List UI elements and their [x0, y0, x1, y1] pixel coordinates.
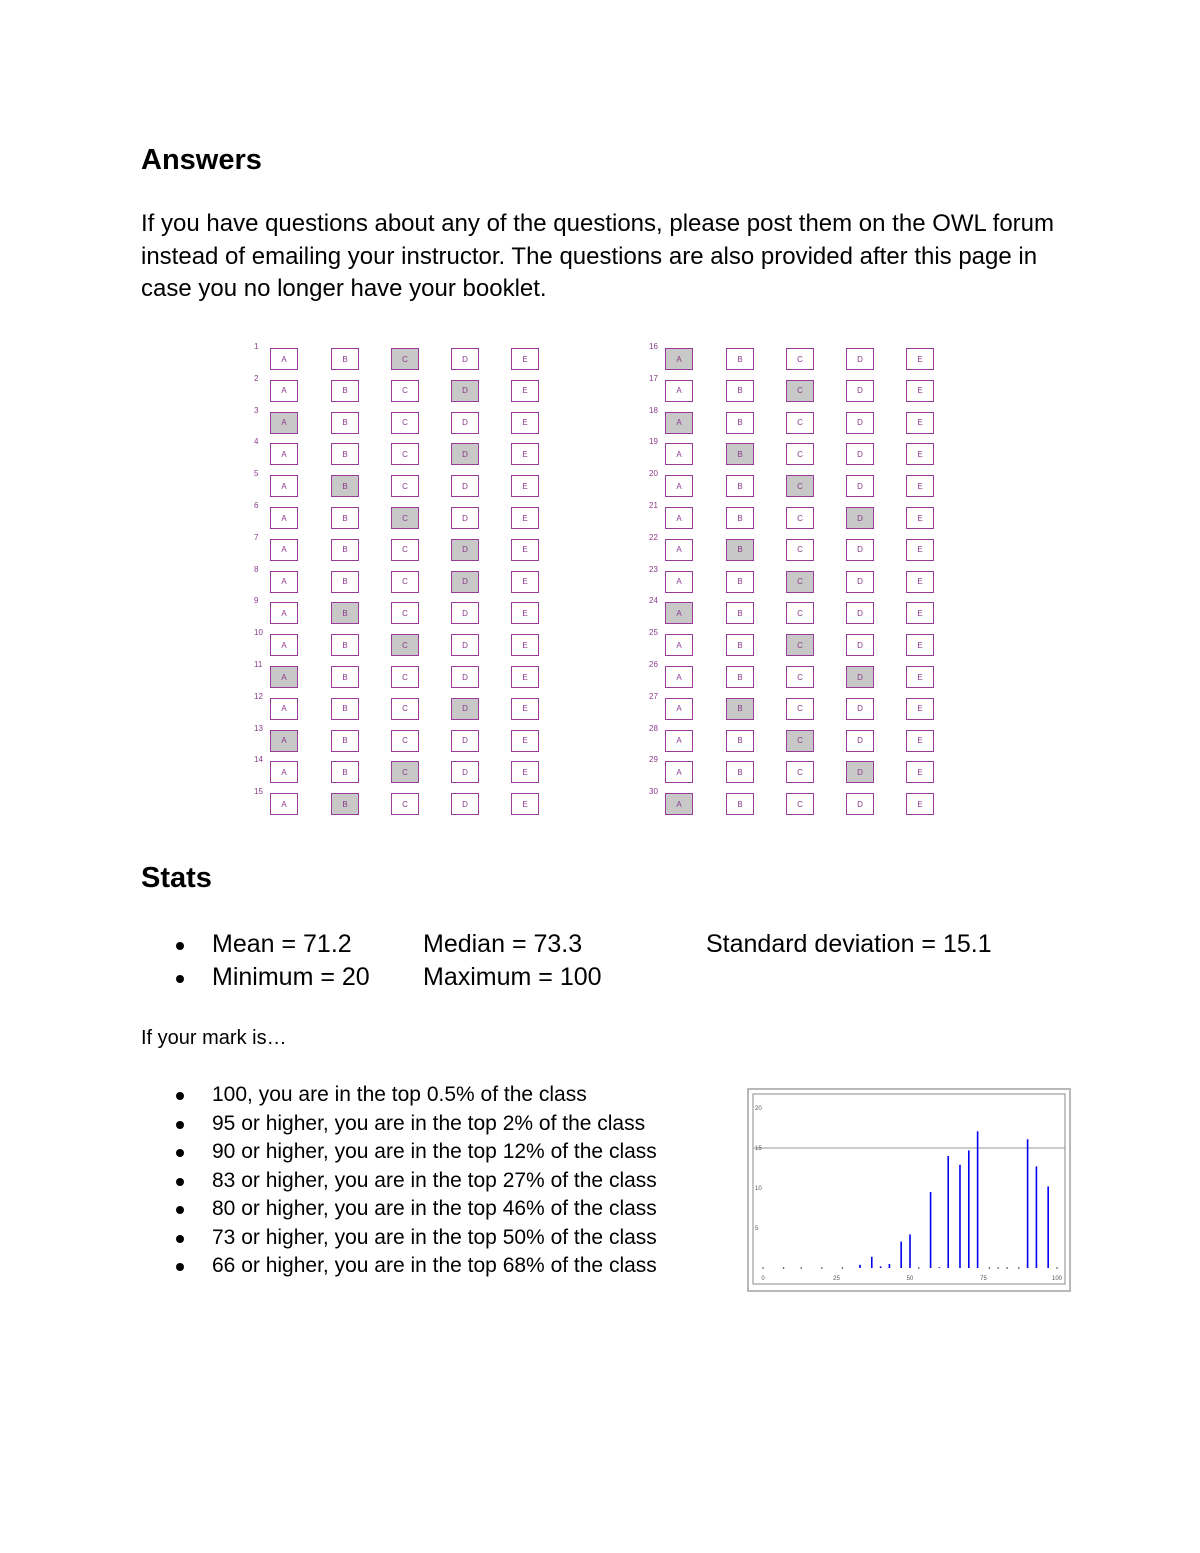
histogram-bar-empty [800, 1267, 802, 1269]
bullet-icon [176, 1235, 184, 1243]
percentile-list [176, 1081, 657, 1281]
answer-bubble-e: E [906, 380, 934, 402]
answer-bubble-a: A [270, 380, 298, 402]
answer-bubble-c-selected: C [786, 571, 814, 593]
answer-bubble-b: B [726, 634, 754, 656]
question-number: 20 [649, 469, 658, 479]
percentile-item [176, 1138, 657, 1167]
answer-bubble-e: E [511, 634, 539, 656]
answer-bubble-a: A [270, 507, 298, 529]
question-number: 1 [254, 342, 259, 351]
answer-bubble-d-selected: D [451, 571, 479, 593]
answer-bubble-b: B [331, 666, 359, 688]
question-number: 23 [649, 564, 658, 574]
question-number: 26 [649, 660, 658, 669]
answer-bubble-c: C [391, 380, 419, 402]
answer-bubble-c-selected: C [786, 380, 814, 402]
x-tick-label: 100 [1051, 1276, 1063, 1282]
answer-bubble-c: C [391, 666, 419, 688]
histogram-bar-empty [821, 1267, 823, 1269]
answer-bubble-a-selected: A [270, 412, 298, 434]
answer-bubble-e: E [906, 602, 934, 624]
answer-bubble-d: D [846, 380, 874, 402]
answer-bubble-d: D [451, 475, 479, 497]
question-number: 21 [649, 501, 658, 510]
answer-bubble-b-selected: B [331, 602, 359, 624]
answer-bubble-d-selected: D [451, 539, 479, 561]
answer-bubble-b-selected: B [331, 793, 359, 815]
answer-bubble-e: E [906, 761, 934, 783]
question-number: 30 [649, 787, 658, 797]
answer-bubble-b: B [726, 571, 754, 593]
percentile-text: 73 or higher, you are in the top 50% of the class [212, 1225, 657, 1249]
answer-bubble-b: B [331, 761, 359, 783]
answer-bubble-b: B [331, 443, 359, 465]
answer-bubble-a-selected: A [665, 793, 693, 815]
question-number: 11 [254, 660, 263, 669]
answer-bubble-c: C [786, 761, 814, 783]
answer-bubble-d: D [846, 348, 874, 370]
answer-bubble-a: A [270, 698, 298, 720]
answer-bubble-a: A [270, 348, 298, 370]
answer-bubble-b: B [331, 412, 359, 434]
answer-bubble-e: E [906, 539, 934, 561]
answer-bubble-e: E [906, 412, 934, 434]
answer-bubble-e: E [906, 634, 934, 656]
x-tick-label: 25 [833, 1276, 840, 1282]
answer-bubble-c: C [786, 698, 814, 720]
answer-bubble-d: D [846, 793, 874, 815]
histogram-bar-empty [989, 1267, 991, 1269]
y-tick-label: 10 [755, 1186, 762, 1192]
answer-bubble-d-selected: D [451, 698, 479, 720]
answer-bubble-b: B [331, 539, 359, 561]
answer-bubble-e: E [906, 666, 934, 688]
answer-bubble-e: E [906, 698, 934, 720]
answer-bubble-d: D [451, 602, 479, 624]
answer-bubble-b-selected: B [331, 475, 359, 497]
answer-bubble-c-selected: C [786, 475, 814, 497]
histogram-bar-empty [1056, 1267, 1058, 1269]
bullet-icon [176, 1206, 184, 1214]
answer-bubble-a: A [665, 698, 693, 720]
answer-bubble-b: B [726, 793, 754, 815]
answer-bubble-e: E [511, 761, 539, 783]
answer-bubble-b: B [726, 507, 754, 529]
answer-bubble-c: C [391, 730, 419, 752]
stat-minimum: Minimum = 20 [212, 963, 370, 991]
stat-maximum: Maximum = 100 [423, 963, 602, 991]
answer-bubble-c-selected: C [786, 634, 814, 656]
answer-bubble-d-selected: D [846, 666, 874, 688]
answer-bubble-d: D [846, 698, 874, 720]
answer-bubble-d: D [451, 412, 479, 434]
answer-bubble-d: D [451, 666, 479, 688]
stats-heading: Stats [141, 862, 212, 894]
percentile-item [176, 1081, 657, 1110]
answer-bubble-a-selected: A [665, 412, 693, 434]
percentile-item [176, 1224, 657, 1253]
answer-bubble-a: A [270, 602, 298, 624]
question-number: 14 [254, 755, 263, 765]
answer-bubble-c: C [786, 348, 814, 370]
bullet-icon [176, 1121, 184, 1129]
answer-bubble-c: C [786, 666, 814, 688]
answer-bubble-d: D [451, 634, 479, 656]
answer-bubble-c-selected: C [391, 634, 419, 656]
answer-bubble-e: E [906, 793, 934, 815]
answer-bubble-a: A [665, 571, 693, 593]
x-tick-label: 0 [761, 1276, 765, 1282]
answer-bubble-e: E [906, 443, 934, 465]
answer-bubble-a: A [270, 475, 298, 497]
answer-bubble-c: C [786, 507, 814, 529]
answer-bubble-d: D [846, 634, 874, 656]
answer-bubble-a-selected: A [665, 602, 693, 624]
question-number: 18 [649, 405, 658, 415]
answer-bubble-b: B [331, 571, 359, 593]
answer-bubble-a: A [665, 507, 693, 529]
stat-median: Median = 73.3 [423, 930, 583, 958]
answer-bubble-a: A [665, 443, 693, 465]
answer-bubble-c: C [391, 475, 419, 497]
percentile-text: 83 or higher, you are in the top 27% of the class [212, 1168, 657, 1192]
answer-bubble-b-selected: B [726, 443, 754, 465]
answer-bubble-b: B [331, 634, 359, 656]
question-number: 8 [254, 564, 259, 574]
percentile-item [176, 1110, 657, 1139]
answer-bubble-d: D [846, 602, 874, 624]
answer-bubble-c: C [786, 539, 814, 561]
answer-bubble-a: A [665, 761, 693, 783]
answer-bubble-c: C [786, 793, 814, 815]
bullet-icon [176, 1178, 184, 1186]
answer-bubble-a-selected: A [270, 730, 298, 752]
answer-bubble-d-selected: D [846, 507, 874, 529]
answer-bubble-b-selected: B [726, 698, 754, 720]
question-number: 12 [254, 691, 263, 701]
answer-bubble-d: D [846, 571, 874, 593]
answer-bubble-c-selected: C [391, 761, 419, 783]
stat-mean: Mean = 71.2 [212, 930, 352, 958]
question-number: 5 [254, 469, 259, 479]
percentile-text: 80 or higher, you are in the top 46% of the class [212, 1197, 657, 1220]
answer-bubble-a-selected: A [665, 348, 693, 370]
histogram-bar-empty [783, 1267, 785, 1269]
answer-bubble-b: B [331, 507, 359, 529]
answer-bubble-d: D [451, 761, 479, 783]
question-number: 24 [649, 596, 658, 606]
answers-intro: If you have questions about any of the questions, please post them on the OWL forum instead of emailing your instructor. The questions are also provided after this page in case you no longer have your booklet. [141, 210, 1054, 302]
answer-bubble-a: A [270, 539, 298, 561]
answer-bubble-c: C [391, 539, 419, 561]
bullet-icon [176, 1149, 184, 1157]
x-tick-label: 75 [980, 1276, 987, 1282]
answer-bubble-e: E [511, 730, 539, 752]
answer-bubble-e: E [511, 443, 539, 465]
answer-bubble-e: E [906, 507, 934, 529]
question-number: 13 [254, 723, 263, 733]
answer-bubble-c: C [391, 602, 419, 624]
question-number: 6 [254, 501, 259, 510]
answer-bubble-e: E [511, 380, 539, 402]
answer-bubble-c-selected: C [391, 348, 419, 370]
answer-bubble-c: C [391, 412, 419, 434]
answer-bubble-e: E [511, 793, 539, 815]
answer-bubble-d: D [846, 730, 874, 752]
answer-bubble-a-selected: A [270, 666, 298, 688]
answer-bubble-b: B [331, 380, 359, 402]
question-number: 10 [254, 628, 263, 638]
answer-bubble-c: C [391, 571, 419, 593]
question-number: 27 [649, 691, 658, 701]
answers-heading: Answers [141, 144, 262, 176]
answer-bubble-d: D [451, 793, 479, 815]
percentile-item [176, 1195, 657, 1224]
histogram-bar-empty [997, 1267, 999, 1269]
answer-bubble-d: D [846, 412, 874, 434]
answer-bubble-d: D [846, 443, 874, 465]
answer-bubble-e: E [511, 571, 539, 593]
bullet-icon [176, 942, 184, 950]
answer-bubble-b: B [726, 602, 754, 624]
answer-bubble-b: B [331, 698, 359, 720]
answer-bubble-e: E [511, 602, 539, 624]
question-number: 22 [649, 532, 658, 542]
answer-bubble-e: E [511, 475, 539, 497]
answer-bubble-e: E [906, 571, 934, 593]
answer-bubble-a: A [270, 761, 298, 783]
answer-bubble-c: C [786, 443, 814, 465]
answer-bubble-e: E [906, 475, 934, 497]
answer-bubble-c: C [391, 443, 419, 465]
question-number: 3 [254, 405, 259, 415]
plot-border [753, 1094, 1065, 1284]
question-number: 2 [254, 373, 259, 383]
percentile-text: 95 or higher, you are in the top 2% of the class [212, 1111, 646, 1135]
mark-intro: If your mark is… [141, 1027, 287, 1049]
answer-bubble-b: B [726, 761, 754, 783]
answer-bubble-e: E [511, 412, 539, 434]
question-number: 17 [649, 373, 658, 383]
answer-bubble-a: A [665, 634, 693, 656]
answer-bubble-d-selected: D [846, 761, 874, 783]
answer-bubble-d-selected: D [451, 380, 479, 402]
bullet-icon [176, 1092, 184, 1100]
answer-bubble-a: A [270, 443, 298, 465]
stat-standard-deviation: Standard deviation = 15.1 [706, 930, 992, 958]
answer-bubble-b: B [726, 348, 754, 370]
answer-bubble-e: E [906, 348, 934, 370]
question-number: 7 [254, 532, 259, 542]
answer-bubble-b: B [726, 412, 754, 434]
answer-bubble-b: B [726, 475, 754, 497]
answer-bubble-a: A [270, 793, 298, 815]
question-number: 28 [649, 723, 658, 733]
percentile-item [176, 1167, 657, 1196]
question-number: 9 [254, 596, 259, 606]
percentile-item [176, 1252, 657, 1281]
question-number: 16 [649, 342, 658, 351]
answer-bubble-c: C [786, 602, 814, 624]
answer-bubble-d: D [846, 475, 874, 497]
histogram-bar-empty [1006, 1267, 1008, 1269]
answer-bubble-d: D [451, 348, 479, 370]
x-tick-label: 50 [906, 1276, 914, 1282]
answer-bubble-c-selected: C [391, 507, 419, 529]
answer-bubble-d: D [846, 539, 874, 561]
y-tick-label: 15 [755, 1146, 762, 1152]
answer-bubble-e: E [511, 539, 539, 561]
histogram-bar-empty [842, 1267, 844, 1269]
percentile-text: 100, you are in the top 0.5% of the class [212, 1083, 587, 1106]
histogram-bar-empty [762, 1267, 764, 1269]
y-tick-label: 20 [755, 1106, 762, 1112]
histogram-svg [749, 1090, 1069, 1290]
question-number: 19 [649, 437, 658, 447]
answer-bubble-b: B [726, 380, 754, 402]
answer-bubble-a: A [665, 475, 693, 497]
score-histogram [747, 1088, 1071, 1292]
answer-bubble-a: A [665, 539, 693, 561]
histogram-bar-empty [1018, 1267, 1020, 1269]
answer-bubble-b: B [726, 730, 754, 752]
answer-bubble-e: E [511, 348, 539, 370]
answer-bubble-d: D [451, 730, 479, 752]
answer-bubble-b: B [726, 666, 754, 688]
question-number: 29 [649, 755, 658, 765]
answer-bubble-d: D [451, 507, 479, 529]
bullet-icon [176, 975, 184, 983]
answer-bubble-b: B [331, 348, 359, 370]
y-tick-label: 5 [755, 1226, 759, 1232]
answer-bubble-c: C [786, 412, 814, 434]
percentile-text: 90 or higher, you are in the top 12% of the class [212, 1140, 657, 1163]
answer-bubble-b-selected: B [726, 539, 754, 561]
answer-bubble-a: A [665, 666, 693, 688]
question-number: 4 [254, 437, 259, 447]
answer-bubble-e: E [511, 666, 539, 688]
answer-bubble-e: E [511, 507, 539, 529]
answer-bubble-c-selected: C [786, 730, 814, 752]
answer-bubble-d-selected: D [451, 443, 479, 465]
answer-bubble-b: B [331, 730, 359, 752]
histogram-bar-empty [918, 1267, 920, 1269]
answer-bubble-a: A [270, 571, 298, 593]
answer-bubble-a: A [665, 730, 693, 752]
percentile-text: 66 or higher, you are in the top 68% of the class [212, 1254, 657, 1277]
answer-bubble-a: A [665, 380, 693, 402]
question-number: 15 [254, 787, 263, 797]
answer-bubble-e: E [511, 698, 539, 720]
answer-bubble-c: C [391, 793, 419, 815]
question-number: 25 [649, 628, 658, 638]
bullet-icon [176, 1263, 184, 1271]
answer-bubble-c: C [391, 698, 419, 720]
answer-bubble-e: E [906, 730, 934, 752]
answer-bubble-a: A [270, 634, 298, 656]
